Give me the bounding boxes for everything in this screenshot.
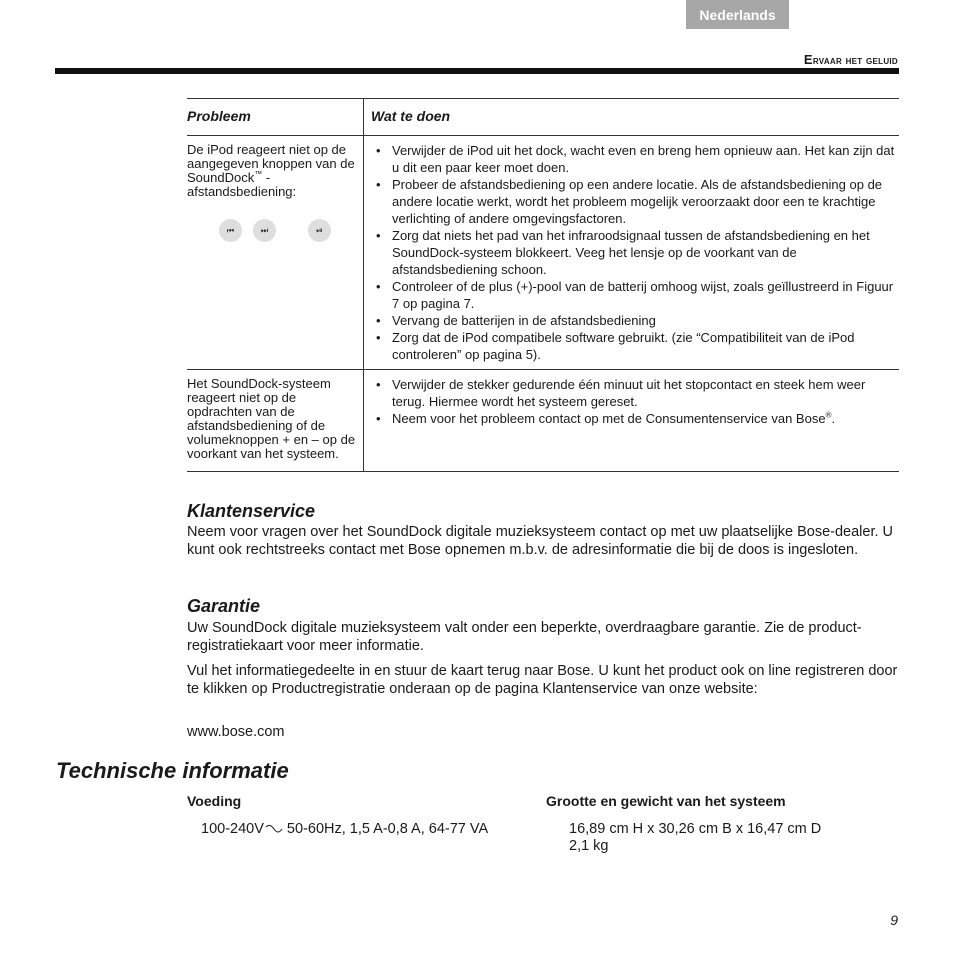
klantenservice-heading: Klantenservice bbox=[187, 501, 316, 521]
voeding-value: 100-240V 50-60Hz, 1,5 A-0,8 A, 64-77 VA bbox=[201, 821, 489, 837]
list-item: • Zorg dat de iPod compatibele software gebruikt. (zie “Compatibiliteit van de iPod controleren” op pagina 5). bbox=[371, 329, 898, 363]
ac-symbol-icon bbox=[265, 824, 283, 834]
table-row bbox=[187, 370, 899, 472]
garantie-paragraph-2: Vul het informatiegedeelte in en stuur de kaart terug naar Bose. U kunt het product ook on line registreren door te klikken op Productregistratie onderaan op de pagina Klantenservice van onze website: bbox=[187, 663, 898, 697]
header-rule bbox=[55, 68, 899, 74]
list-item: • Controleer of de plus (+)-pool van de batterij omhoog wijst, zoals geïllustreerd in Figuur 7 op pagina 7. bbox=[371, 278, 898, 312]
list-item: • Verwijder de stekker gedurende één minuut uit het stopcontact en steek hem weer terug. Hiermee wordt het systeem gereset. bbox=[371, 376, 898, 410]
grootte-label: Grootte en gewicht van het systeem bbox=[546, 793, 786, 809]
problem-text: De iPod reageert niet op de aangegeven knoppen van de SoundDock™ -afstandsbediening: bbox=[187, 142, 355, 199]
page-number: 9 bbox=[890, 912, 898, 928]
column-header-problem: Probleem bbox=[187, 99, 364, 136]
list-item: • Zorg dat niets het pad van het infraroodsignaal tussen de afstandsbediening en het SoundDock-systeem blokkeert. Veeg het lensje op de voorkant van de afstandsbediening schoon. bbox=[371, 227, 898, 278]
list-item: • Vervang de batterijen in de afstandsbediening bbox=[371, 312, 898, 329]
list-item: • Probeer de afstandsbediening op een andere locatie. Als de afstandsbediening op de andere locatie werkt, wordt het probleem mogelijk veroorzaakt door een te krachtige verlichting of andere omgevingsfactoren. bbox=[371, 176, 898, 227]
list-item: • Neem voor het probleem contact op met de Consumentenservice van Bose®. bbox=[371, 410, 898, 427]
garantie-heading: Garantie bbox=[187, 596, 261, 616]
list-item: • Verwijder de iPod uit het dock, wacht even en breng hem opnieuw aan. Het kan zijn dat u dit een paar keer moet doen. bbox=[371, 142, 898, 176]
remote-buttons bbox=[187, 213, 357, 243]
play-pause-icon: ⏯ bbox=[308, 219, 331, 242]
website-url: www.bose.com bbox=[187, 724, 285, 740]
action-list bbox=[371, 142, 898, 363]
garantie-paragraph-1: Uw SoundDock digitale muzieksysteem valt onder een beperkte, overdraagbare garantie. Zie de product- registratiekaart voor meer informatie. bbox=[187, 620, 862, 654]
weight-value: 2,1 kg bbox=[569, 838, 609, 854]
technische-informatie-heading: Technische informatie bbox=[56, 758, 289, 783]
table-row bbox=[187, 136, 899, 370]
table-header-row bbox=[187, 99, 899, 136]
problem-cell: Het SoundDock-systeem reageert niet op de opdrachten van de afstandsbediening of de volumeknoppen + en – op de voorkant van het systeem. bbox=[187, 370, 364, 472]
action-cell bbox=[364, 136, 900, 370]
action-list bbox=[371, 376, 898, 427]
next-track-icon: ⏭ bbox=[253, 219, 276, 242]
action-cell bbox=[364, 370, 900, 472]
problem-cell bbox=[187, 136, 364, 370]
section-title: Ervaar het geluid bbox=[803, 52, 898, 67]
language-tab: Nederlands bbox=[686, 0, 789, 29]
troubleshooting-table bbox=[187, 98, 899, 472]
klantenservice-text: Neem voor vragen over het SoundDock digitale muzieksysteem contact op met uw plaatselijke Bose-dealer. U kunt ook rechtstreeks contact met Bose opnemen m.b.v. de adresinformatie die bij de doos is ingesloten. bbox=[187, 524, 894, 558]
previous-track-icon: ⏮ bbox=[219, 219, 242, 242]
dimensions-value: 16,89 cm H x 30,26 cm B x 16,47 cm D bbox=[569, 821, 822, 837]
voeding-label: Voeding bbox=[187, 793, 242, 809]
column-header-action: Wat te doen bbox=[364, 99, 900, 136]
